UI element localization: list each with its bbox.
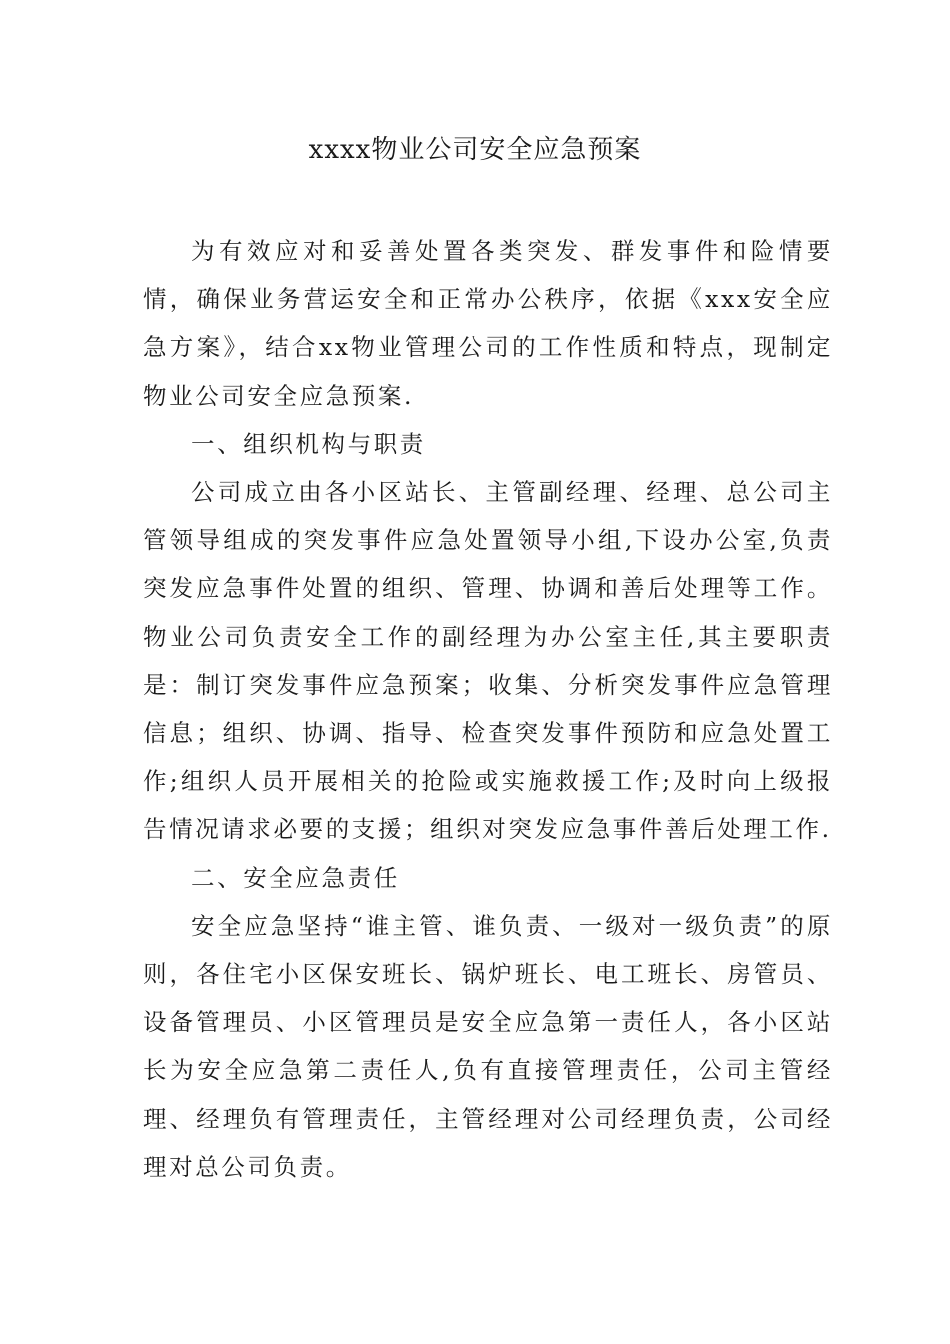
document-body (143, 227, 833, 1191)
section-heading-responsibility: 二、安全应急责任 (191, 863, 400, 892)
organization-paragraph: 公司成立由各小区站长、主管副经理、经理、总公司主管领导组成的突发事件应急处置领导小组,下设办公室,负责突发应急事件处置的组织、管理、协调和善后处理等工作。物业公司负责安全工作的副经理为办公室主任,其主要职责是：制订突发事件应急预案；收集、分析突发事件应急管理信息；组织、协调、指导、检查突发事件预防和应急处置工作;组织人员开展相关的抢险或实施救援工作;及时向上级报告情况请求必要的支援；组织对突发应急事件善后处理工作. (143, 478, 833, 844)
responsibility-paragraph: 安全应急坚持“谁主管、谁负责、一级对一级负责”的原则，各住宅小区保安班长、锅炉班长、电工班长、房管员、设备管理员、小区管理员是安全应急第一责任人，各小区站长为安全应急第二责任人,负有直接管理责任，公司主管经理、经理负有管理责任，主管经理对公司经理负责，公司经理对总公司负责。 (143, 911, 833, 1181)
intro-paragraph: 为有效应对和妥善处置各类突发、群发事件和险情要情，确保业务营运安全和正常办公秩序，依据《xxx安全应急方案》，结合xx物业管理公司的工作性质和特点，现制定物业公司安全应急预案. (143, 237, 833, 410)
document-title: xxxx物业公司安全应急预案 (308, 135, 642, 165)
section-heading-organization: 一、组织机构与职责 (191, 429, 426, 458)
